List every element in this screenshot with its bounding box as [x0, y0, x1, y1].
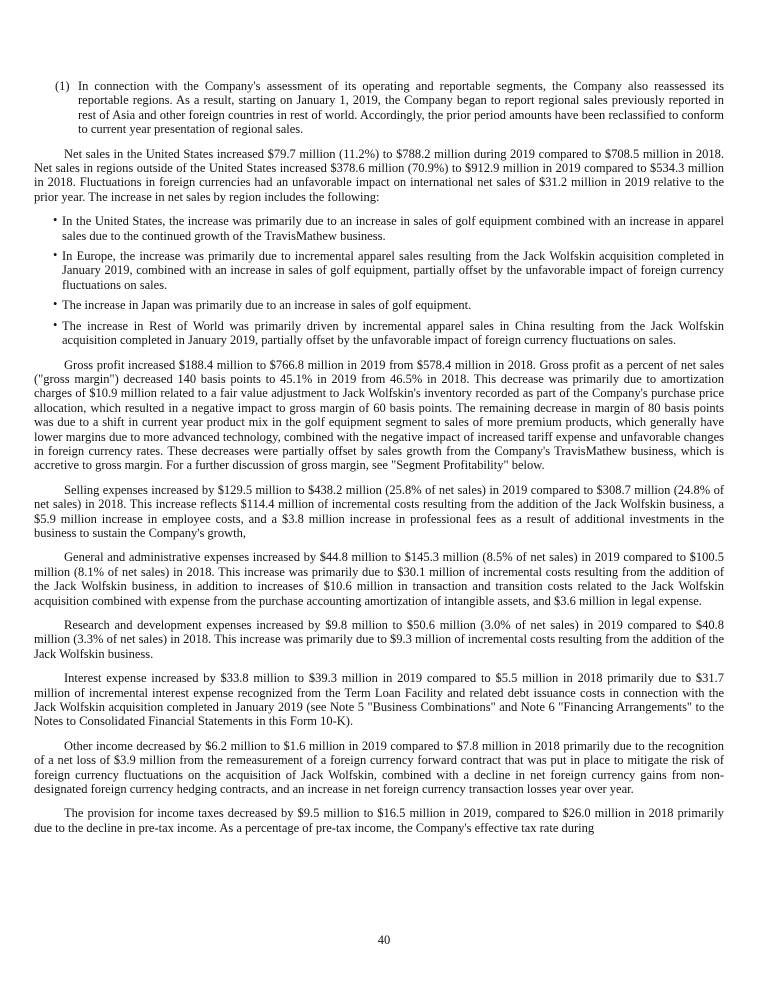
bullet-item-japan [34, 298, 724, 312]
bullet-icon: • [53, 248, 58, 263]
bullet-text: The increase in Rest of World was primarily driven by incremental apparel sales in China resulting from the Jack Wolfskin acquisition completed in January 2019, partially offset by the unfavorable impact of foreign currency fluctuations on sales. [62, 318, 724, 348]
bullet-item-united-states [34, 214, 724, 243]
bullet-item-rest-of-world [34, 319, 724, 348]
footnote-1 [34, 79, 724, 137]
paragraph-selling-expenses: Selling expenses increased by $129.5 million to $438.2 million (25.8% of net sales) in 2019 compared to $308.7 million (24.8% of net sales) in 2018. This increase reflects $114.4 million of incremental costs resulting from the addition of the Jack Wolfskin business, a $5.9 million increase in employee costs, and a $3.8 million increase in professional fees as a result of additional investments in the business to sustain the Company's growth, [34, 482, 724, 540]
page-number: 40 [377, 933, 391, 947]
page-content [34, 79, 724, 845]
paragraph-other-income: Other income decreased by $6.2 million to $1.6 million in 2019 compared to $7.8 million in 2018 primarily due to the recognition of a net loss of $3.9 million from the remeasurement of a foreign currency forward contract that was put in place to mitigate the risk of foreign currency fluctuations on the acquisition of Jack Wolfskin, combined with a decline in net foreign currency gains from non-designated foreign currency hedging contracts, and an increase in net foreign currency transaction losses year over year. [34, 738, 724, 797]
region-bullet-list [34, 214, 724, 347]
bullet-icon: • [53, 213, 58, 228]
paragraph-general-administrative: General and administrative expenses increased by $44.8 million to $145.3 million (8.5% of net sales) in 2019 compared to $100.5 million (8.1% of net sales) in 2018. This increase was primarily due to $30.1 million of incremental costs resulting from the addition of the Jack Wolfskin business, in addition to increases of $10.6 million in transaction and transition costs related to the Jack Wolfskin acquisition combined with expense from the purchase accounting amortization of intangible assets, and $3.6 million in legal expense. [34, 550, 724, 608]
bullet-text: In the United States, the increase was primarily due to an increase in sales of golf equipment combined with an increase in apparel sales due to the continued growth of the TravisMathew business. [62, 214, 724, 243]
bullet-item-europe [34, 249, 724, 292]
bullet-text: In Europe, the increase was primarily due to incremental apparel sales resulting from the Jack Wolfskin acquisition completed in January 2019, combined with an increase in sales of golf equipment, partially offset by the unfavorable impact of foreign currency fluctuations on sales. [62, 249, 724, 292]
paragraph-gross-profit: Gross profit increased $188.4 million to $766.8 million in 2019 from $578.4 million in 2018. Gross profit as a percent of net sales ("gross margin") decreased 140 basis points to 45.1% in 2019 from 46.5% in 2018. This decrease was primarily due to amortization charges of $10.9 million related to a fair value adjustment to Jack Wolfskin's inventory recorded as part of the Company's purchase price allocation, which resulted in a negative impact to gross margin of 60 basis points. The remaining decrease in margin of 80 basis points was due to a shift in current year product mix in the golf equipment segment to sales of more premium products, which generally have lower margins due to more advanced technology, combined with the negative impact of increased tariff expense and unfavorable changes in foreign currency rates. These decreases were partially offset by sales growth from the Company's TravisMathew business, which is accretive to gross margin. For a further discussion of gross margin, see "Segment Profitability" below. [34, 357, 724, 473]
footnote-marker: (1) [55, 79, 70, 93]
bullet-icon: • [53, 317, 58, 332]
paragraph-net-sales: Net sales in the United States increased $79.7 million (11.2%) to $788.2 million during 2019 compared to $708.5 million in 2018. Net sales in regions outside of the United States increased $378.6 million (70.9%) to $912.9 million in 2019 compared to $534.3 million in 2018. Fluctuations in foreign currencies had an unfavorable impact on international net sales of $31.2 million in 2019 relative to the prior year. The increase in net sales by region includes the following: [34, 146, 724, 204]
paragraph-research-development: Research and development expenses increased by $9.8 million to $50.6 million (3.0% of net sales) in 2019 compared to $40.8 million (3.3% of net sales) in 2018. This increase was primarily due to $9.3 million of incremental costs resulting from the addition of the Jack Wolfskin business. [34, 618, 724, 661]
bullet-icon: • [53, 297, 58, 312]
paragraph-income-taxes: The provision for income taxes decreased by $9.5 million to $16.5 million in 2019, compared to $26.0 million in 2018 primarily due to the decline in pre-tax income. As a percentage of pre-tax income, the Company's effective tax rate during [34, 806, 724, 835]
footnote-text: In connection with the Company's assessment of its operating and reportable segments, the Company also reassessed its reportable regions. As a result, starting on January 1, 2019, the Company began to report regional sales previously reported in rest of Asia and other foreign countries in rest of world. Accordingly, the prior period amounts have been reclassified to conform to current year presentation of regional sales. [78, 79, 724, 137]
paragraph-interest-expense: Interest expense increased by $33.8 million to $39.3 million in 2019 compared to $5.5 million in 2018 primarily due to $31.7 million of incremental interest expense recognized from the Term Loan Facility and related debt issuance costs in connection with the Jack Wolfskin acquisition completed in January 2019 (see Note 5 "Business Combinations" and Note 6 "Financing Arrangements" to the Notes to Consolidated Financial Statements in this Form 10-K). [34, 671, 724, 729]
bullet-text: The increase in Japan was primarily due to an increase in sales of golf equipment. [62, 298, 472, 313]
